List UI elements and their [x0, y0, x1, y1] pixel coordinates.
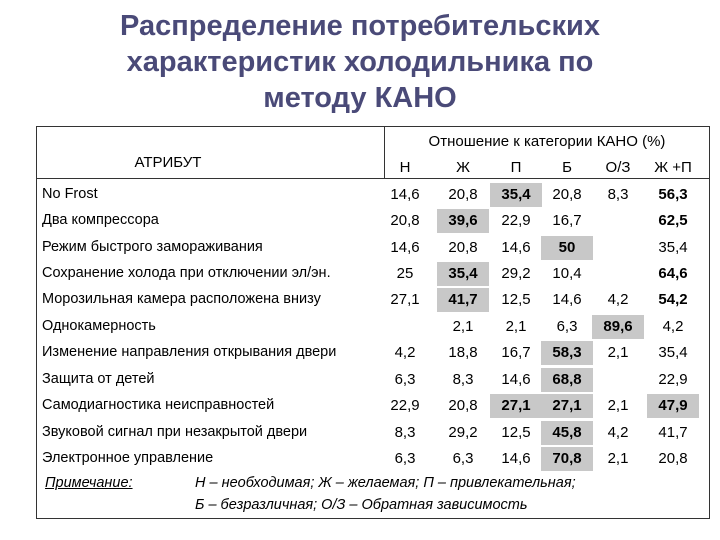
table-cell: 50	[558, 239, 576, 256]
column-header: Ж +П	[654, 159, 692, 176]
table-cell: 70,8	[552, 450, 582, 467]
row-label: Электронное управление	[42, 450, 214, 466]
table-cell: 14,6	[552, 291, 582, 308]
row-label: Морозильная камера расположена внизу	[42, 291, 321, 307]
table-cell: 20,8	[448, 397, 478, 414]
table-cell: 22,9	[658, 371, 688, 388]
note-line-2: Б – безразличная; О/З – Обратная зависимость	[195, 497, 528, 513]
row-label: Звуковой сигнал при незакрытой двери	[42, 424, 308, 440]
table-cell: 14,6	[501, 239, 531, 256]
table-cell: 39,6	[448, 212, 478, 229]
table-cell: 62,5	[658, 212, 688, 229]
column-header: Н	[399, 159, 411, 176]
table-cell: 45,8	[552, 424, 582, 441]
row-label: Режим быстрого замораживания	[42, 239, 263, 255]
kano-header: Отношение к категории КАНО (%)	[428, 133, 666, 150]
column-header: П	[510, 159, 522, 176]
table-cell: 4,2	[394, 344, 416, 361]
row-label: Два компрессора	[42, 212, 159, 228]
attribute-header-text: АТРИБУТ	[134, 154, 202, 171]
table-cell: 20,8	[390, 212, 420, 229]
table-cell: 10,4	[552, 265, 582, 282]
page-title	[0, 8, 720, 116]
table-cell: 14,6	[390, 239, 420, 256]
table-cell: 20,8	[448, 239, 478, 256]
table-cell: 54,2	[658, 291, 688, 308]
row-label: Самодиагностика неисправностей	[42, 397, 275, 413]
title-line-2: характеристик холодильника по	[126, 46, 594, 78]
table-cell: 27,1	[552, 397, 582, 414]
table-cell: 27,1	[390, 291, 420, 308]
table-cell: 56,3	[658, 186, 688, 203]
table-cell: 25	[396, 265, 414, 282]
table-cell: 12,5	[501, 424, 531, 441]
table-cell: 41,7	[658, 424, 688, 441]
table-cell: 14,6	[501, 371, 531, 388]
header-divider	[36, 178, 710, 179]
table-cell: 4,2	[607, 291, 629, 308]
table-cell: 2,1	[607, 450, 629, 467]
row-label: Защита от детей	[42, 371, 155, 387]
table-cell: 41,7	[448, 291, 478, 308]
column-header: Б	[562, 159, 572, 176]
column-header: Ж	[456, 159, 470, 176]
table-cell: 35,4	[658, 344, 688, 361]
table-cell: 2,1	[607, 397, 629, 414]
table-cell: 6,3	[452, 450, 474, 467]
row-label: No Frost	[42, 186, 98, 202]
table-cell: 14,6	[390, 186, 420, 203]
table-cell: 8,3	[607, 186, 629, 203]
title-line-3: методу КАНО	[263, 82, 457, 114]
table-cell: 6,3	[394, 450, 416, 467]
table-cell: 2,1	[505, 318, 527, 335]
table-cell: 22,9	[390, 397, 420, 414]
table-cell: 29,2	[448, 424, 478, 441]
table-cell: 47,9	[658, 397, 688, 414]
table-cell: 4,2	[607, 424, 629, 441]
table-cell: 2,1	[607, 344, 629, 361]
table-cell: 20,8	[658, 450, 688, 467]
table-cell: 22,9	[501, 212, 531, 229]
table-cell: 18,8	[448, 344, 478, 361]
title-line-1: Распределение потребительских	[120, 10, 600, 42]
attribute-header	[36, 154, 380, 171]
table-cell: 35,4	[658, 239, 688, 256]
table-cell: 58,3	[552, 344, 582, 361]
table-cell: 4,2	[662, 318, 684, 335]
table-cell: 8,3	[452, 371, 474, 388]
table-cell: 20,8	[448, 186, 478, 203]
table-cell: 8,3	[394, 424, 416, 441]
table-cell: 29,2	[501, 265, 531, 282]
table-cell: 35,4	[448, 265, 478, 282]
table-cell: 2,1	[452, 318, 474, 335]
table-cell: 6,3	[556, 318, 578, 335]
table-cell: 68,8	[552, 371, 582, 388]
column-header: О/З	[605, 159, 631, 176]
table-cell: 12,5	[501, 291, 531, 308]
row-label: Однокамерность	[42, 318, 156, 334]
table-cell: 6,3	[394, 371, 416, 388]
table-cell: 89,6	[603, 318, 633, 335]
table-cell: 64,6	[658, 265, 688, 282]
table-cell: 16,7	[552, 212, 582, 229]
row-label: Изменение направления открывания двери	[42, 344, 337, 360]
row-label: Сохранение холода при отключении эл/эн.	[42, 265, 331, 281]
table-cell: 16,7	[501, 344, 531, 361]
table-cell: 35,4	[501, 186, 531, 203]
table-cell: 20,8	[552, 186, 582, 203]
table-cell: 27,1	[501, 397, 531, 414]
note-label: Примечание:	[45, 475, 133, 491]
note-line-1: Н – необходимая; Ж – желаемая; П – привлекательная;	[195, 475, 576, 491]
table-cell: 14,6	[501, 450, 531, 467]
